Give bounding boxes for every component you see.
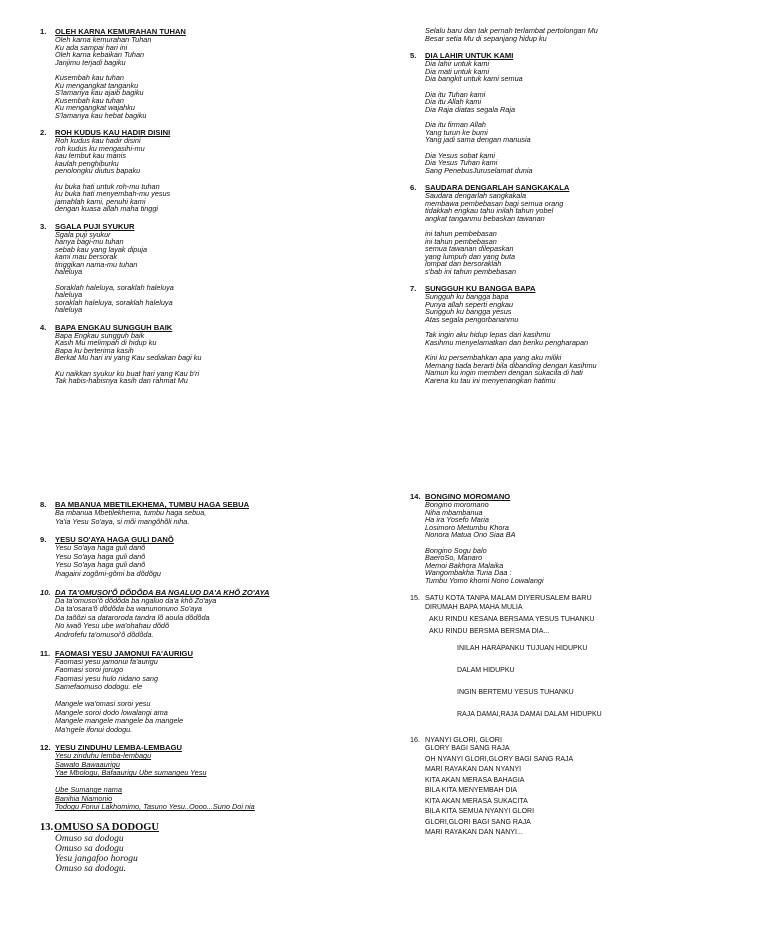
song-number: 2. [40, 128, 47, 137]
lyric-line: Ube Sumange nama [55, 785, 122, 795]
lyric-line: roh kudus ku mengasihi-mu [55, 143, 145, 153]
lyric-line: S'lamanya kau ajaib bagiku [55, 88, 144, 97]
song-number: 12. [40, 743, 51, 753]
lyric-line: Banihia Niamonio [55, 793, 113, 803]
lyric-line: Yang turun ke bumi [425, 127, 488, 137]
song-block [410, 183, 760, 275]
song-number: 5. [410, 51, 417, 60]
lyric-line: Faomasi yesu hulo nidano sang [55, 673, 159, 683]
lyric-line: kami mau bersorak [55, 252, 118, 261]
lyric-line: Ku naikkan syukur ku buat hari yang Kau b'ri [55, 368, 200, 378]
song-block [40, 535, 380, 578]
lyric-line: Mangele soroi dodo lowalangi ama [55, 707, 168, 717]
lyric-line: ku buka hati untuk roh-mu tuhan [55, 181, 160, 191]
lyric-line: GLORY BAGI SANG RAJA [425, 745, 510, 752]
song-block [40, 222, 380, 314]
lyric-line: Dia itu firman Allah [425, 120, 486, 129]
song-lyrics [40, 332, 380, 385]
song-block [410, 284, 760, 384]
lyric-line: angkat tanganmu bebaskan tawanan [425, 213, 545, 223]
lyric-line: Omuso sa dodogu [55, 833, 124, 844]
song-number: 8. [40, 500, 47, 509]
lyric-line: semua tawanan dilepaskan [425, 244, 514, 253]
lyric-line: Sang PenebusJuruselamat dunia [425, 165, 533, 175]
lyric-line: Faomasi yesu jamonui fa'aurigu [55, 656, 158, 666]
song-number: 13. [40, 821, 54, 833]
song-number: 10. [40, 587, 51, 597]
song-title: SAUDARA DENGARLAH SANGKAKALA [425, 183, 570, 192]
song-number: 6. [410, 183, 417, 192]
song-lyrics [410, 293, 760, 384]
lyric-line: Janjimu terjadi bagiku [55, 57, 126, 67]
song-title: DIA LAHIR UNTUK KAMI [425, 51, 514, 60]
song-title: DA TA'OMUSOI'Õ DÕDÕDA BA NGALUO DA'A KHÕ ZO'AYA [55, 587, 270, 597]
lyric-line: OH NYANYI GLORI,GLORY BAGI SANG RAJA [425, 755, 574, 763]
song-block [40, 743, 380, 812]
song-lyrics [40, 658, 380, 735]
song-number: 9. [40, 535, 47, 545]
song-block [410, 735, 760, 839]
lyric-line: GLORI,GLORI BAGI SANG RAJA [425, 818, 531, 826]
song-number: 1. [40, 27, 47, 36]
lyric-line: DALAM HIDUPKU [457, 667, 515, 674]
lyric-line: Dia lahir untuk kami [425, 59, 490, 68]
lyric-line: Oleh karna kemurahan Tuhan [55, 35, 152, 44]
song-title: OMUSO SA DODOGU [54, 821, 160, 833]
song-number: 11. [40, 648, 51, 658]
lyric-line: Mangele mangele mangele ba mangele [55, 716, 184, 726]
lyric-line: Bongino Sogu balo [425, 545, 487, 555]
lyric-line: kaulah penghiburku [55, 158, 119, 168]
lyric-line: soraklah haleluya, soraklah haleluya [55, 297, 173, 307]
song-title: SATU KOTA TANPA MALAM DIYERUSALEM BARU [425, 593, 592, 602]
lyric-line: Niha mbambanua [425, 507, 483, 517]
lyric-line: Dia Yesus Tuhan kami [425, 158, 498, 167]
song-title: BONGINO MOROMANO [425, 492, 511, 501]
lyric-line: INILAH HARAPANKU TUJUAN HIDUPKU [457, 645, 588, 652]
song-lyrics [40, 137, 380, 213]
lyric-line: jamahlah kami, penuhi kami [55, 196, 146, 206]
lyric-line: Yesu jangafoo horogu [55, 853, 138, 864]
lyric-line: Todogu Fonui Lakhomimo, Tasuno Yesu..Oooo...Suno Doi nia [55, 802, 255, 812]
lyric-line: Kasihmu menyelamatkan dan beriku pengharapan [425, 337, 589, 347]
lyric-line: Soraklah haleluya, soraklah haleluya [55, 282, 174, 292]
lyric-line: Yesu So'aya haga guli danõ [55, 560, 146, 570]
song-lyrics [40, 752, 380, 812]
lyric-line: ini tahun pembebasan [425, 229, 497, 238]
song-number: 3. [40, 221, 47, 231]
column-top-left [40, 27, 380, 394]
lyric-line: Karena ku tau ini menyenangkan hatimu [425, 375, 556, 385]
song-lyrics [410, 60, 760, 174]
song-lyrics [410, 501, 760, 584]
lyric-line: ku buka hati menyembah-mu yesus [55, 189, 171, 198]
lyric-line: BILA KITA SEMUA NYANYI GLORI [425, 808, 535, 815]
song-heading [410, 593, 760, 602]
lyric-line: Atas segala pengorbananmu [425, 314, 519, 324]
lyric-line: DIRUMAH BAPA MAHA MULIA [425, 604, 523, 611]
lyric-line: hanya bagi-mu tuhan [55, 237, 124, 246]
song-block [40, 500, 380, 526]
lyric-line: Saudara dengarlah sangkakala [425, 191, 527, 200]
lyric-line: lompat dan bersoraklah [425, 259, 502, 268]
song-title: SUNGGUH KU BANGGA BAPA [425, 284, 536, 293]
lyric-line: Losimoro Metumbu Khora [425, 522, 509, 532]
lyric-line: Sawato Bawaaurigu [55, 759, 120, 769]
lyric-line: Ya'ia Yesu So'aya, si mõi mangõhõli niha. [55, 516, 190, 526]
song-title: NYANYI GLORI, GLORI [425, 735, 502, 744]
lyric-line: Dia Yesus sobat kami [425, 150, 496, 160]
song-heading [410, 735, 760, 744]
song-title: BAPA ENGKAU SUNGGUH BAIK [55, 322, 173, 332]
song-block [410, 593, 760, 726]
lyric-line: Ku ada sampai hari ini [55, 42, 128, 52]
lyric-line: Dia bangkit untuk kami semua [425, 74, 523, 83]
song-lyrics [40, 834, 380, 874]
song-number: 14. [410, 492, 421, 501]
lyric-line: Sungguh ku bangga yesus [425, 307, 512, 316]
song-block [40, 588, 380, 640]
song-lyrics [40, 509, 380, 526]
song-block [410, 492, 760, 584]
lyric-line: haleluya [55, 305, 83, 314]
song-block [40, 323, 380, 385]
song-lyrics [410, 744, 760, 839]
lyric-line: KITA AKAN MERASA SUKACITA [425, 797, 528, 805]
lyric-line: Sungguh ku bangga bapa [425, 292, 509, 301]
lyric-line: Omuso sa dodogu [55, 843, 124, 854]
lyric-line: Mangele wa'omasi soroi yesu [55, 698, 151, 708]
column-top-right [410, 27, 760, 393]
column-bottom-left [40, 500, 380, 883]
lyric-line: dengan kuasa allah maha tinggi [55, 204, 159, 213]
song-block [40, 128, 380, 213]
lyric-line: Memang tiada berarti bila dibanding dengan kasihmu [425, 360, 597, 370]
lyric-line: Ku mengangkat wajahku [55, 103, 135, 112]
lyric-line: No iwaõ Yesu ube wa'ohahau dõdõ [55, 621, 170, 631]
lyric-line: Besar setia Mu di sepanjang hidup ku [425, 33, 547, 43]
lyric-line: tidakkah engkau tahu inilah tahun yobel [425, 206, 554, 215]
lyric-line: penolongku diutus bapaku [55, 166, 141, 175]
song-block [40, 649, 380, 735]
lyric-line: Yesu So'aya haga guli danõ [55, 543, 146, 553]
song-lyrics [410, 602, 760, 726]
lyric-line: MARI RAYAKAN DAN NANYI... [425, 829, 523, 836]
lyric-line: tinggikan nama-mu tuhan [55, 259, 138, 269]
lyric-line: Da ta'omusoi'õ dõdõda ba ngaluo da'a khõ Zo'aya [55, 595, 217, 605]
lyric-line: kau lembut kau manis [55, 151, 126, 160]
lyric-line: Bapa Engkau sungguh baik [55, 330, 145, 340]
song-title: FAOMASI YESU JAMONUI FA'AURIGU [55, 648, 193, 658]
lyric-line: Sgala puji syukur [55, 229, 111, 239]
lyric-line: Dia itu Allah kami [425, 97, 482, 106]
lyric-line: haleluya [55, 267, 83, 276]
lyric-line: Ba mbanua Mbetilekhema, tumbu haga sebua, [55, 508, 207, 517]
song-title: BA MBANUA MBETILEKHEMA, TUMBU HAGA SEBUA [55, 500, 250, 509]
song-title: ROH KUDUS KAU HADIR DISINI [55, 128, 171, 137]
lyric-line: Ma'ngele ifonui dodogu. [55, 724, 133, 734]
song-title: SGALA PUJI SYUKUR [55, 221, 135, 231]
lyric-line: Bongino moromano [425, 500, 489, 509]
column-bottom-right [410, 492, 760, 848]
lyric-line: Memoi Bakhora Malaika [425, 560, 504, 570]
lyric-line: Selalu baru dan tak pernah terlambat pertolongan Mu [425, 26, 598, 35]
lyric-line: INGIN BERTEMU YESUS TUHANKU [457, 689, 574, 696]
lyric-line: Bapa ku berterima kasih [55, 345, 134, 355]
song-title: YESU SO'AYA HAGA GULI DANÕ [55, 535, 174, 545]
song-lyrics [40, 597, 380, 640]
lyric-line: yang lumpuh dan yang buta [425, 251, 516, 261]
lyric-line: Namun ku ingin memberi dengan sukacita di hati [425, 368, 583, 377]
lyric-line: Kusembah kau tuhan [55, 95, 124, 105]
lyric-line: s'bab ini tahun pembebasan [425, 266, 517, 276]
lyric-line: AKU RINDU KESANA BERSAMA YESUS TUHANKU [429, 616, 595, 623]
lyric-line: Ha ira Yosefo Maria [425, 515, 489, 524]
song-4-continuation [410, 27, 760, 42]
lyric-line: MARI RAYAKAN DAN NYANYI [425, 766, 522, 773]
lyric-line: ini tahun pembebasan [425, 236, 497, 246]
lyric-line: Tumbu Yomo khomi Nono Lowalangi [425, 575, 544, 585]
song-number: 16. [410, 735, 420, 744]
lyric-line: Yang jadi sama dengan manusia [425, 135, 531, 144]
lyric-line: RAJA DAMAI,RAJA DAMAI DALAM HIDUPKU [457, 711, 602, 718]
lyric-line: KITA AKAN MERASA BAHAGIA [425, 776, 525, 784]
song-number: 15. [410, 593, 420, 602]
lyric-line: Wangombakha Turia Daa : [425, 568, 512, 577]
song-lyrics [40, 36, 380, 119]
lyric-line: S'lamanya kau hebat bagiku [55, 110, 147, 120]
lyric-line: Da ta'osara'õ dõdõda ba wanunonuno So'aya [55, 604, 202, 614]
lyric-line: Berkat Mu hari ini yang Kau sediakan bagi ku [55, 353, 202, 362]
lyric-line: Dia Raja diatas segala Raja [425, 104, 516, 114]
lyric-line: Samefaomuso dodogu. ele [55, 682, 143, 692]
lyric-line: Punya allah seperti engkau [425, 299, 514, 309]
lyric-line: AKU RINDU BERSMA BERSMA DIA... [429, 628, 550, 635]
lyric-line: Yae Mbologu, Bafaaurigu Ube sumangeu Yesu [55, 768, 207, 778]
song-lyrics [410, 192, 760, 275]
song-lyrics [40, 544, 380, 578]
lyric-line: sebab kau yang layak dipuja [55, 244, 148, 254]
song-heading [40, 821, 380, 834]
lyric-line: Da taõõzi sa dataroroda tandra lõ aoula dõdõda [55, 612, 210, 622]
song-block [410, 51, 760, 174]
lyric-line: BILA KITA MENYEMBAH DIA [425, 787, 518, 794]
song-block [40, 821, 380, 874]
song-title: OLEH KARNA KEMURAHAN TUHAN [55, 27, 186, 36]
lyric-line: BaeroSo, Manaro [425, 553, 483, 562]
lyric-line: Nonora Matua Ono Siaa BA [425, 530, 516, 539]
lyric-line: Kasih Mu melimpah di hidup ku [55, 338, 157, 347]
song-title: YESU ZINDUHU LEMBA-LEMBAGU [55, 743, 182, 753]
lyric-line: Kusembah kau tuhan [55, 73, 124, 82]
lyric-line: haleluya [55, 290, 83, 299]
lyric-line: Kini ku persembahkan apa yang aku miliki [425, 353, 562, 362]
song-number: 7. [410, 284, 417, 293]
song-lyrics [40, 231, 380, 314]
lyric-line: Ku mengangkat tanganku [55, 80, 139, 90]
lyric-line: Oleh karna kebaikan Tuhan [55, 50, 145, 59]
song-number: 4. [40, 322, 47, 332]
lyric-line: Dia mati untuk kami [425, 66, 490, 76]
lyric-line: Tak habis-habisnya kasih dan rahmat Mu [55, 376, 188, 385]
lyric-line: Tak ingin aku hidup lepas dari kasihmu [425, 330, 551, 339]
song-block [40, 27, 380, 119]
lyric-line: Faomasi soroi jorugo [55, 665, 124, 675]
lyric-line: Androfefu ta'omusoi'õ dõdõda. [55, 629, 154, 639]
lyric-line: Ihagaini zogõmi-gõmi ba dõdõgu [55, 568, 161, 578]
lyric-line: Dia itu Tuhan kami [425, 89, 486, 99]
lyric-line: Omuso sa dodogu. [55, 863, 126, 874]
lyric-line: Yesu So'aya haga guli danõ [55, 551, 146, 561]
lyric-line: Yesu zinduhu lemba-lembagu [55, 751, 152, 761]
lyric-line: membawa pembebasan bagi semua orang [425, 198, 564, 208]
lyric-line: Roh kudus kau hadir disini [55, 136, 141, 145]
